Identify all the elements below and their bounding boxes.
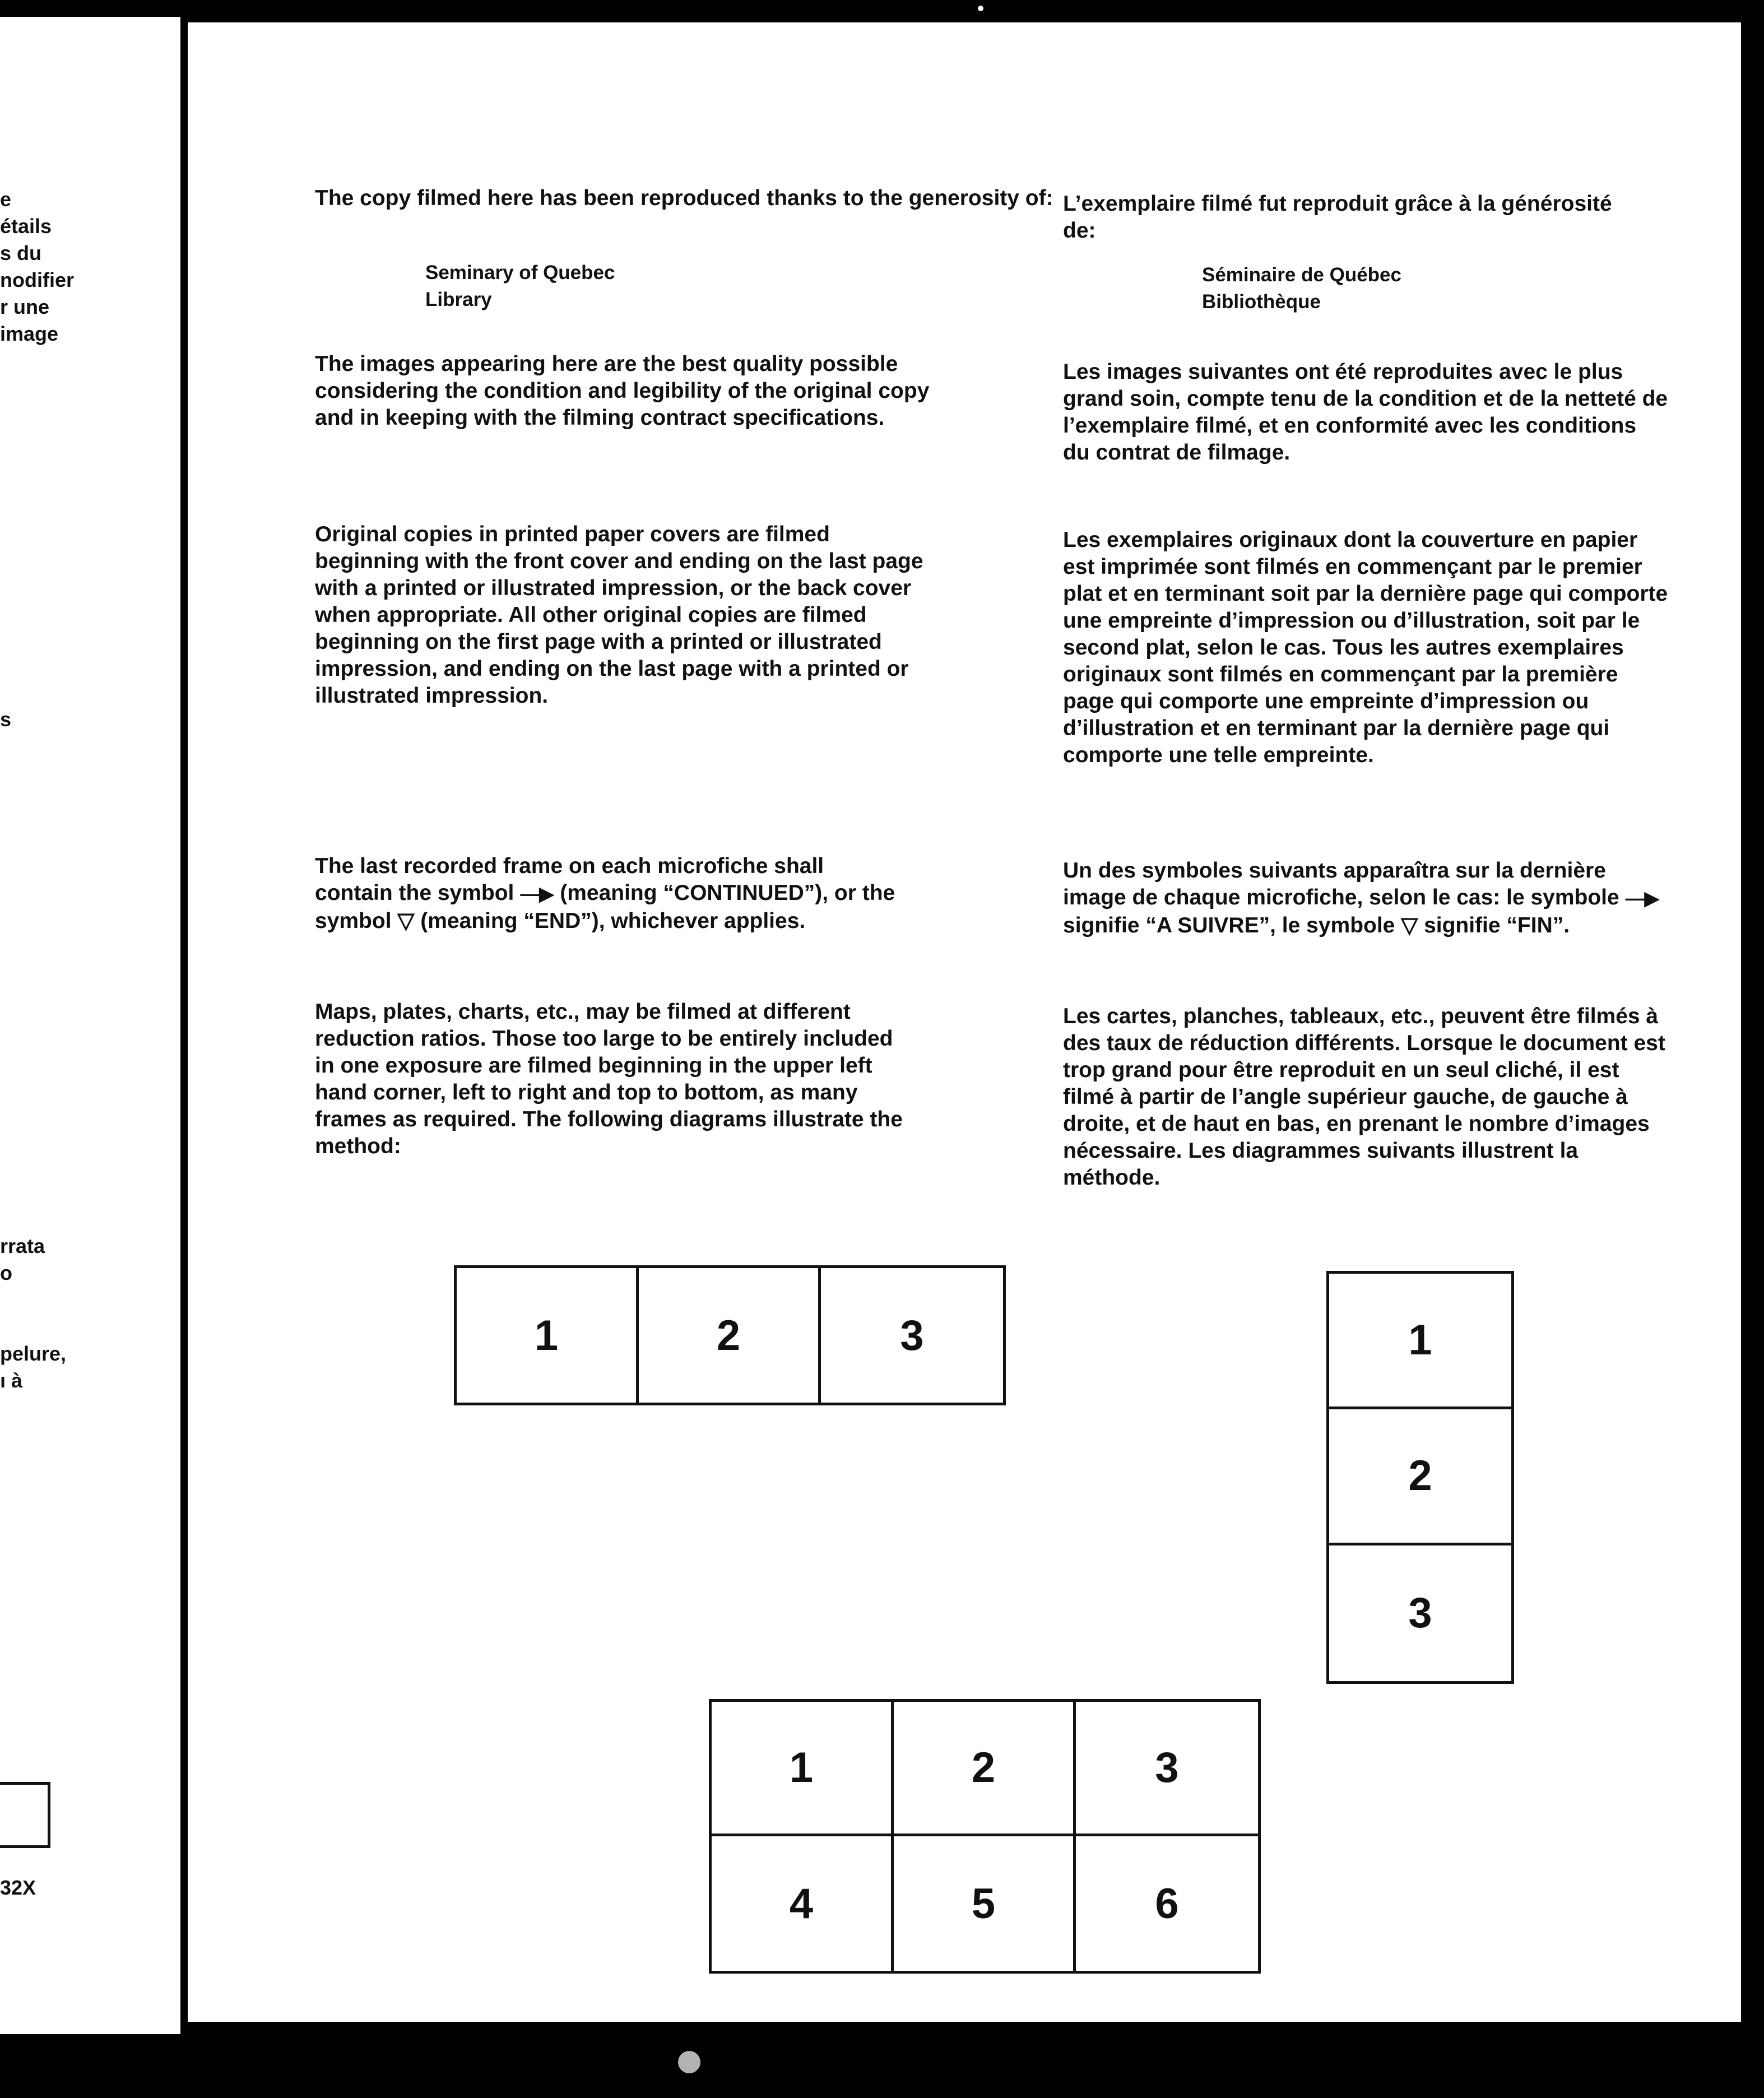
horizontal-frame-diagram <box>454 1265 1006 1405</box>
english-symbol-text: The last recorded frame on each microfiche shall contain the symbol <box>315 854 824 905</box>
english-diagram-paragraph: Maps, plates, charts, etc., may be filmed at different reduction ratios. Those too large to be entirely included in one exposure are filmed beginning in the upper left hand corner, left to right and top to bottom, as many frames as required. The following diagrams illustrate the method: <box>315 1000 903 1158</box>
left-fragment-text: ı à <box>0 1369 23 1392</box>
frame-cell: 5 <box>894 1836 1076 1971</box>
continued-arrow-icon: —▶ <box>1625 888 1659 909</box>
left-fragment-text: s <box>0 708 12 731</box>
left-fragment-text: étails <box>0 215 52 238</box>
grid-frame-diagram <box>709 1699 1261 1974</box>
vertical-frame-diagram <box>1326 1271 1514 1684</box>
frame-cell: 3 <box>900 1311 924 1359</box>
frame-cell: 3 <box>1076 1702 1258 1836</box>
french-quality-paragraph: Les images suivantes ont été reproduites avec le plus grand soin, compte tenu de la condition et de la netteté de l’exemplaire filmé, et en conformité avec les conditions du contrat de filmage. <box>1063 360 1668 465</box>
film-speck <box>978 6 983 11</box>
french-symbol-paragraph <box>1063 857 1663 939</box>
english-originals-paragraph: Original copies in printed paper covers are filmed beginning with the front cover and ending on the last page with a printed or illustrated impression, or the back cover when appropriate. All other original copies are filmed beginning on the first page with a printed or illustrated impression, and ending on the last page with a printed or illustrated impression. <box>315 522 923 708</box>
english-library-line: Seminary of Quebec <box>425 262 615 284</box>
frame-cell: 2 <box>639 1268 821 1403</box>
end-triangle-icon: ▽ <box>397 908 415 933</box>
french-diagram-paragraph: Les cartes, planches, tableaux, etc., peuvent être filmés à des taux de réduction différents. Lorsque le document est trop grand pour être reproduit en un seul cliché, il est filmé à partir de l’angle supérieur gauche, de gauche à droite, et de haut en bas, en prenant le nombre d’images nécessaire. Les diagrammes suivants illustrent la méthode. <box>1063 1004 1665 1190</box>
french-originals-paragraph: Les exemplaires originaux dont la couverture en papier est imprimée sont filmés en commençant par le premier plat et en terminant soit par la dernière page qui comporte une empreinte d’impression ou d’illustration, soit par le second plat, selon le cas. Tous les autres exemplaires originaux sont filmés en commençant par la première page qui comporte une empreinte d’impression ou d’illustration et en terminant par la dernière page qui comporte une telle empreinte. <box>1063 528 1668 767</box>
resolution-target-box <box>0 1782 50 1848</box>
english-quality-paragraph: The images appearing here are the best quality possible considering the condition and legibility of the original copy and in keeping with the filming contract specifications. <box>315 352 930 430</box>
end-triangle-icon: ▽ <box>1401 913 1418 937</box>
microfiche-target-page <box>188 22 1741 2022</box>
left-fragment-text: image <box>0 322 59 345</box>
left-fragment-text: pelure, <box>0 1342 67 1365</box>
frame-cell: 2 <box>1329 1409 1511 1545</box>
english-symbol-text: (meaning “CONTINUED”), or the symbol <box>315 881 895 933</box>
english-symbol-paragraph <box>315 853 898 935</box>
french-symbol-text: Un des symboles suivants apparaîtra sur la dernière image de chaque microfiche, selon le cas: le symbole <box>1063 858 1619 909</box>
left-fragment-text: o <box>0 1261 12 1284</box>
left-fragment-text: r une <box>0 295 50 318</box>
frame-cell: 6 <box>1155 1879 1179 1928</box>
continued-arrow-icon: —▶ <box>520 883 554 905</box>
english-symbol-text: (meaning “END”), whichever applies. <box>420 908 806 933</box>
english-acknowledgement: The copy filmed here has been reproduced thanks to the generosity of: <box>315 186 1053 210</box>
english-library-line: Library <box>425 289 492 310</box>
frame-cell: 3 <box>1408 1589 1432 1637</box>
left-fragment-text: nodifier <box>0 268 74 291</box>
film-speck <box>678 2051 700 2073</box>
french-symbol-text: signifie “FIN”. <box>1424 913 1570 937</box>
frame-cell: 1 <box>457 1268 639 1403</box>
frame-cell: 1 <box>712 1702 894 1836</box>
left-fragment-text: 32X <box>0 1876 36 1899</box>
french-library-line: Séminaire de Québec <box>1202 264 1401 286</box>
left-fragment-text: s du <box>0 242 42 264</box>
left-fragment-text: rrata <box>0 1234 45 1257</box>
frame-cell: 2 <box>894 1702 1076 1836</box>
previous-page-fragment <box>0 17 180 2034</box>
left-fragment-text: e <box>0 188 12 211</box>
french-acknowledgement: L’exemplaire filmé fut reproduit grâce à la générosité de: <box>1063 192 1612 243</box>
french-symbol-text: signifie “A SUIVRE”, le symbole <box>1063 913 1395 937</box>
frame-cell: 4 <box>712 1836 894 1971</box>
frame-cell: 1 <box>1329 1274 1511 1409</box>
french-library-line: Bibliothèque <box>1202 291 1321 313</box>
